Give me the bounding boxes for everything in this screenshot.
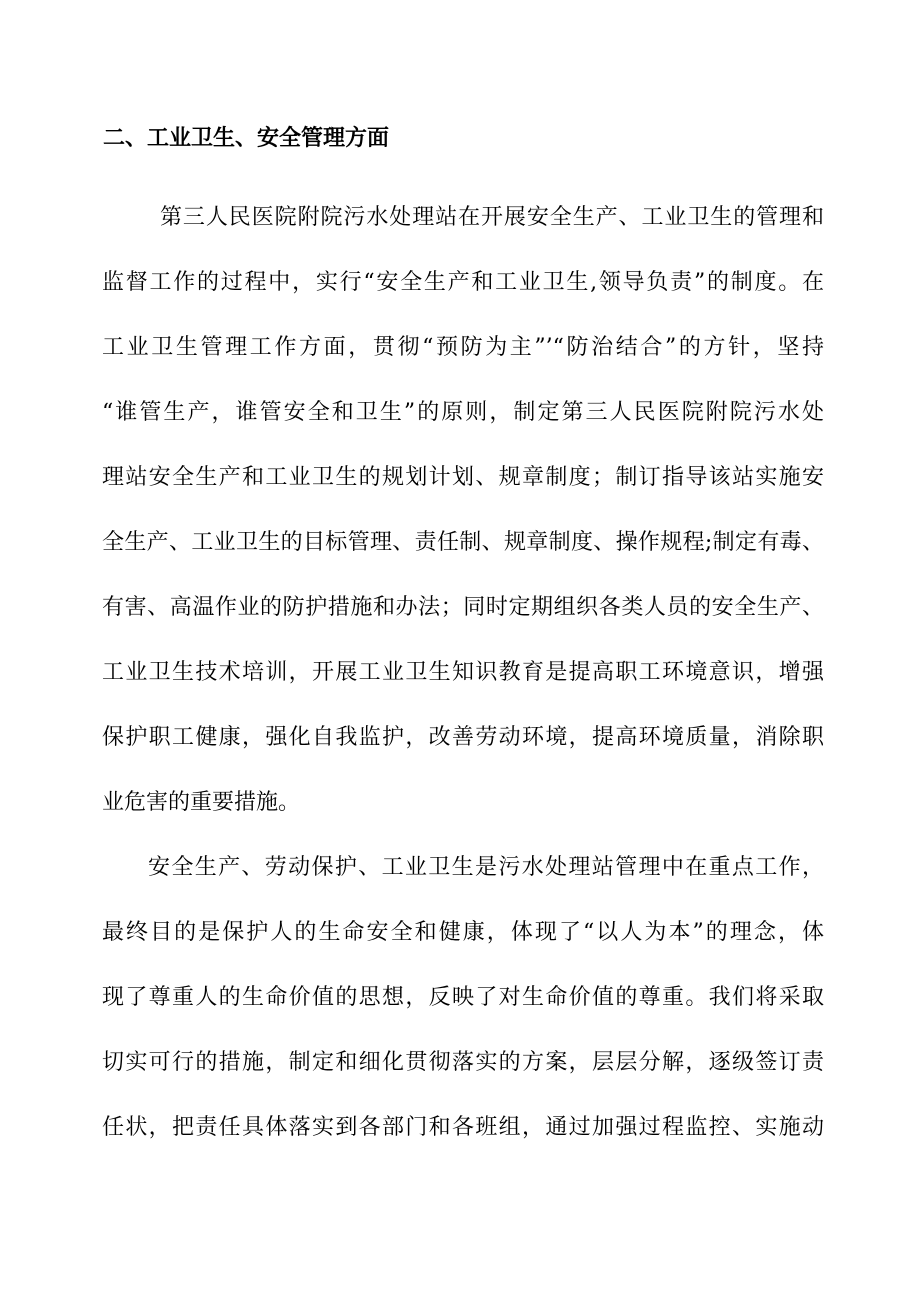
paragraph-line: 切实可行的措施，制定和细化贯彻落实的方案，层层分解，逐级签订责 (102, 1050, 824, 1075)
section-heading: 二、工业卫生、安全管理方面 (103, 125, 390, 151)
paragraph-line: 理站安全生产和工业卫生的规划计划、规章制度；制订指导该站实施安 (102, 465, 824, 490)
paragraph-line: 业危害的重要措施。 (102, 790, 301, 815)
paragraph-line: 有害、高温作业的防护措施和办法；同时定期组织各类人员的安全生产、 (102, 595, 824, 620)
paragraph-line: 安全生产、劳动保护、工业卫生是污水处理站管理中在重点工作， (148, 855, 824, 880)
paragraph-line: 保护职工健康，强化自我监护，改善劳动环境，提高环境质量，消除职 (102, 725, 824, 750)
paragraph-line: 监督工作的过程中，实行“安全生产和工业卫生,领导负责”的制度。在 (102, 270, 824, 295)
paragraph-line: 全生产、工业卫生的目标管理、责任制、规章制度、操作规程;制定有毒、 (102, 530, 824, 555)
paragraph-line: 工业卫生技术培训，开展工业卫生知识教育是提高职工环境意识，增强 (102, 660, 824, 685)
paragraph-line: 现了尊重人的生命价值的思想，反映了对生命价值的尊重。我们将采取 (102, 985, 824, 1010)
paragraph-line: 第三人民医院附院污水处理站在开展安全生产、工业卫生的管理和 (160, 205, 824, 230)
paragraph-line: 最终目的是保护人的生命安全和健康，体现了“以人为本”的理念，体 (102, 920, 824, 945)
paragraph-line: 任状，把责任具体落实到各部门和各班组，通过加强过程监控、实施动 (102, 1115, 824, 1140)
paragraph-line: “谁管生产，谁管安全和卫生”的原则，制定第三人民医院附院污水处 (102, 400, 824, 425)
paragraph-line: 工业卫生管理工作方面，贯彻“预防为主”’“防治结合”的方针，坚持 (102, 335, 824, 360)
